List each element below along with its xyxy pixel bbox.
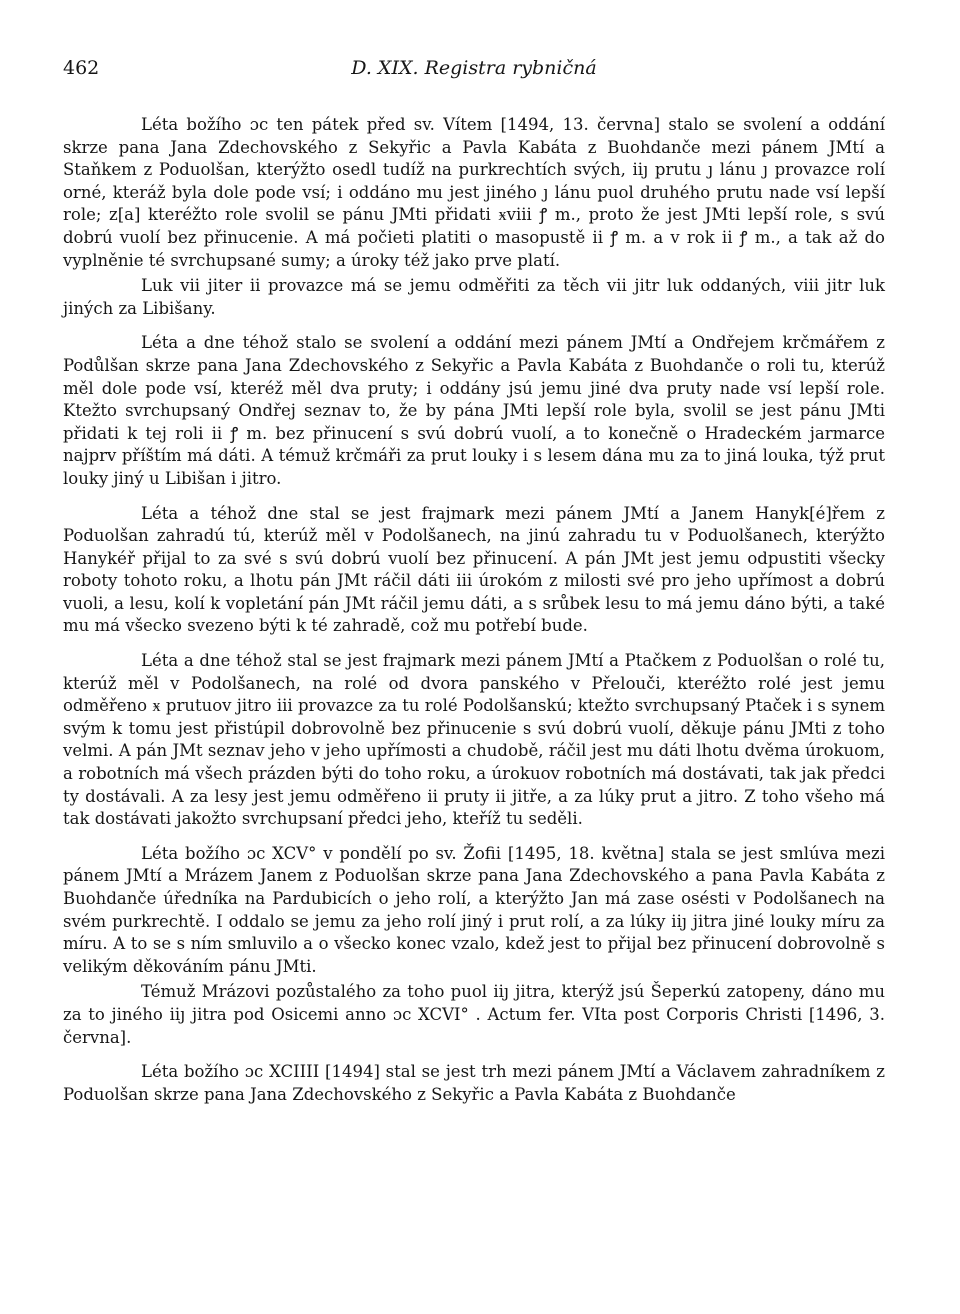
document-body	[63, 114, 885, 1106]
paragraph-8: Léta božího ɔc XCIIII [1494] stal se jest trh mezi pánem JMtí a Václavem zahradníkem z Poduolšan skrze pana Jana Zdechovského z Sekyřic a Pavla Kabáta z Buohdanče	[63, 1062, 885, 1104]
paragraph-1: Léta božího ɔc ten pátek před sv. Vítem [1494, 13. června] stalo se svolení a oddání skrze pana Jana Zdechovského z Sekyřic a Pavla Kabáta z Buohdanče mezi pánem JMtí a Staňkem z Poduolšan, kterýžto osedl tudíž na purkrechtích svých, iiȷ prutu ȷ lánu ȷ provazce rolí orné, kteráž byla dole pode vsí; i oddáno mu jest jiného ȷ lánu puol druhého prutu nade vsí lepší role; z[a] kteréžto role svolil se pánu JMti přidati ӿviii ꝭ m., proto že jest JMti lepší role, s svú dobrú vuolí bez přinucenie. A má počieti platiti o masopustě ii ꝭ m. a v rok ii ꝭ m., a tak až do vyplněnie té svrchupsané sumy; a úroky též jako prve platí.	[63, 115, 885, 270]
paragraph-3: Léta a dne téhož stalo se svolení a oddání mezi pánem JMtí a Ondřejem krčmářem z Podůlšan skrze pana Jana Zdechovského z Sekyřic a Pavla Kabáta z Buohdanče o roli tu, kterúž měl dole pode vsí, kteréž měl dva pruty; i oddány jsú jemu jiné dva pruty nade vsí lepší role. Ktežto svrchupsaný Ondřej seznav to, že by pána JMti lepší role byla, svolil se jest pánu JMti přidati k tej roli ii ꝭ m. bez přinucení s svú dobrú vuolí, a to konečně o Hradeckém jarmarce najprv příštím má dáti. A témuž krčmáři za prut louky i s lesem dána mu za to jiná louka, týž prut louky jiný u Libišan i jitro.	[63, 333, 885, 488]
running-title: D. XIX. Registra rybničná	[351, 57, 597, 79]
paragraph-6: Léta božího ɔc XCV° v pondělí po sv. Žofii [1495, 18. května] stala se jest smlúva mezi pánem JMtí a Mrázem Janem z Poduolšan skrze pana Jana Zdechovského a pana Pavla Kabáta z Buohdanče úředníka na Pardubicích o jeho rolí, a kterýžto Jan má zase osésti v Podolšanech na svém purkrechtě. I oddalo se jemu za jeho rolí jiný i prut rolí, a za lúky iiȷ jitra jiné louky míru za míru. A to se s ním smluvilo a o všecko konec vzalo, kdež jest to přijal bez přinucení dobrovolně s velikým děkováním pánu JMti.	[63, 843, 885, 976]
paragraph-7: Témuž Mrázovi pozůstalého za toho puol iiȷ jitra, kterýž jsú Šeperkú zatopeny, dáno mu za to jiného iiȷ jitra pod Osicemi anno ɔc XCVI° . Actum fer. VIta post Corporis Christi [1496, 3. června].	[63, 982, 885, 1047]
page-number: 462	[63, 57, 100, 79]
page-header	[63, 56, 885, 90]
paragraph-4: Léta a téhož dne stal se jest frajmark mezi pánem JMtí a Janem Hanyk[é]řem z Poduolšan zahradú tú, kterúž měl v Podolšanech, na jinú zahradu tu v Poduolšanech, kterýžto Hanykéř přijal to za své s svú dobrú vuolí bez přinucení. A pán JMt jest jemu odpustiti všecky roboty tohoto roku, a lhotu pán JMt ráčil dáti iii úrokóm z milosti své pro jeho upřímost a dobrú vuoli, a lesu, kolí k vopletání pán JMt ráčil jemu dáti, a s srůbek lesu to má jemu dáno býti, a také mu má všecko svezeno býti k té zahradě, což mu potřebí bude.	[63, 503, 885, 636]
paragraph-5: Léta a dne téhož stal se jest frajmark mezi pánem JMtí a Ptačkem z Poduolšan o rolé tu, kterúž měl v Podolšanech, na rolé od dvora panského v Přelouči, kteréžto rolé jest jemu odměřeno ӿ prutuov jitro iii provazce za tu rolé Podolšanskú; ktežto svrchupsaný Ptaček i s synem svým k tomu jest přistúpil dobrovolně bez přinucenie s svú dobrú vuolí, děkuje pánu JMti z toho velmi. A pán JMt seznav jeho v jeho upřímosti a chudobě, ráčil jest mu dáti lhotu dvěma úrokuom, a robotních má všech prázden býti do toho roku, a úrokuov robotních má dostávati, tak jak předci ty dostávali. A za lesy jest jemu odměřeno ii pruty ii jitře, a za lúky prut a jitro. Z toho všeho má tak dostávati jakožto svrchupsaní předci jeho, kteříž tu seděli.	[63, 651, 885, 829]
document-page	[63, 56, 885, 1106]
paragraph-2: Luk vii jiter ii provazce má se jemu odměřiti za těch vii jitr luk oddaných, viii jitr luk jiných za Libišany.	[63, 276, 885, 318]
